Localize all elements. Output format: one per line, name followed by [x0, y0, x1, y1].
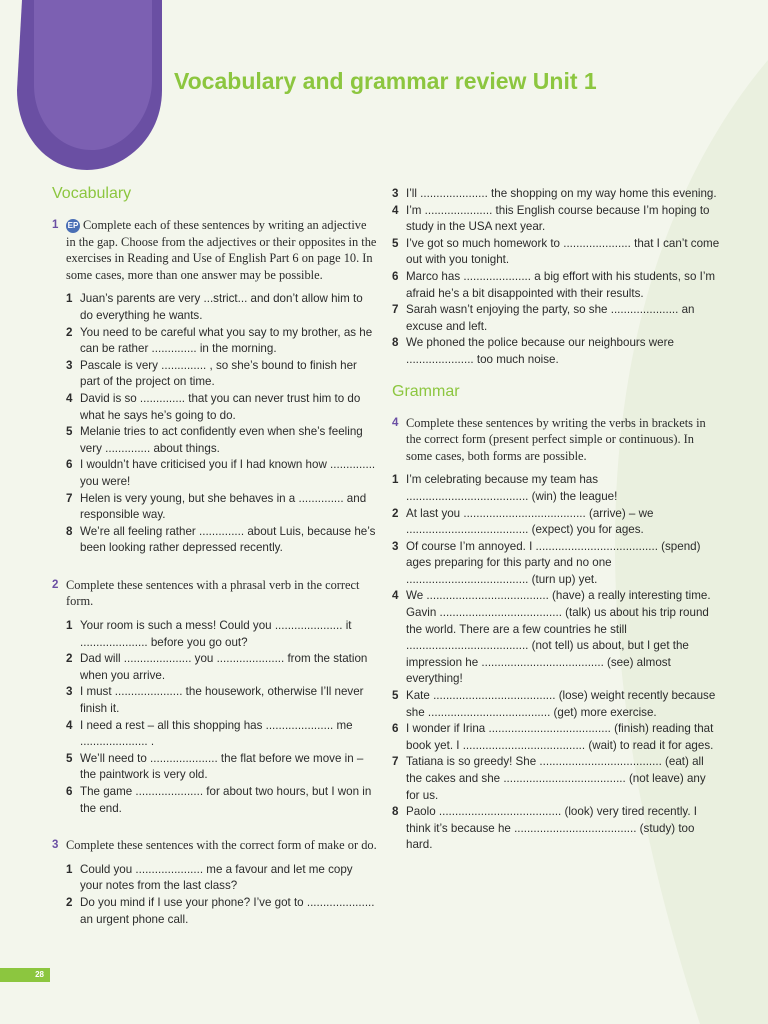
exercise-number: 1 — [52, 219, 59, 231]
item-number: 1 — [392, 473, 399, 487]
page-number: 28 — [0, 968, 50, 982]
list-item — [392, 203, 722, 236]
item-number: 6 — [392, 722, 399, 736]
item-number: 2 — [66, 895, 73, 909]
item-number: 5 — [392, 689, 399, 703]
item-number: 6 — [66, 785, 73, 798]
item-number: 3 — [66, 358, 73, 372]
item-number: 5 — [66, 751, 73, 765]
item-text: Tatiana is so greedy! She ...................................... (eat) all the cakes and she ...................................... (not leave) any for us. — [406, 755, 706, 802]
item-text: I’m celebrating because my team has ...................................... (win) the league! — [406, 473, 618, 503]
item-text: Of course I’m annoyed. I ...................................... (spend) ages preparing for this party and no one ...................................... (turn up) yet. — [406, 539, 701, 586]
item-number: 6 — [392, 269, 399, 283]
instruction-text: Complete each of these sentences by writing an adjective in the gap. Choose from the adjectives or their opposites in the exercises in Reading and Use of English Part 6 on page 10. In some cases, more than one answer may be possible. — [66, 218, 377, 282]
exercise-instruction — [52, 837, 378, 854]
list-item — [392, 804, 722, 854]
item-number: 1 — [66, 862, 73, 876]
item-text: Juan’s parents are very ...strict... and don’t allow him to do everything he wants. — [80, 292, 363, 322]
item-number: 3 — [392, 539, 399, 553]
item-text: The game ..................... for about two hours, but I won in the end. — [80, 785, 372, 815]
list-item — [52, 291, 378, 324]
list-item — [392, 302, 722, 335]
item-text: We’re all feeling rather .............. about Luis, because he’s been looking rather depressed recently. — [80, 524, 376, 555]
exercise-number: 4 — [392, 416, 399, 429]
item-number: 6 — [66, 458, 73, 472]
list-item — [392, 754, 722, 804]
list-item — [52, 784, 378, 817]
list-item — [52, 358, 378, 391]
item-text: Could you ..................... me a favour and let me copy your notes from the last class? — [80, 862, 353, 893]
item-text: I’m ..................... this English course because I’m hoping to study in the USA next year. — [406, 203, 710, 234]
item-text: Do you mind if I use your phone? I’ve got to ..................... an urgent phone call. — [80, 895, 375, 926]
item-text: We’ll need to ..................... the flat before we move in – the paintwork is very old. — [80, 751, 364, 782]
item-number: 2 — [392, 506, 399, 520]
list-item — [52, 862, 378, 895]
item-number: 4 — [392, 203, 399, 217]
exercise-number: 3 — [52, 839, 59, 852]
item-number: 3 — [392, 187, 399, 200]
list-item — [52, 751, 378, 784]
item-text: You need to be careful what you say to my brother, as he can be rather .............. in the morning. — [80, 325, 373, 356]
item-text: Marco has ..................... a big effort with his students, so I’m afraid he’s a bit disappointed with their results. — [406, 269, 716, 300]
item-text: Melanie tries to act confidently even when she’s feeling very .............. about things. — [80, 425, 363, 455]
item-number: 7 — [392, 303, 399, 317]
list-item — [392, 472, 722, 505]
list-item — [52, 895, 378, 928]
item-number: 4 — [392, 589, 399, 603]
instruction-text: Complete these sentences with the correct form of make or do. — [66, 838, 377, 853]
list-item — [52, 618, 378, 651]
item-text: At last you ...................................... (arrive) – we ...................................... (expect) you for ages. — [406, 506, 654, 537]
item-text: Sarah wasn’t enjoying the party, so she ..................... an excuse and left. — [406, 303, 695, 333]
item-text: I need a rest – all this shopping has ..................... me ..................... . — [80, 718, 353, 749]
exercise-2 — [52, 577, 378, 817]
exercise-instruction — [52, 577, 378, 610]
item-text: I wouldn’t have criticised you if I had known how .............. you were! — [80, 458, 376, 488]
right-column — [392, 186, 722, 874]
item-number: 1 — [66, 292, 73, 306]
list-item — [392, 688, 722, 721]
instruction-text: Complete these sentences by writing the verbs in brackets in the correct form (present perfect simple or continuous). In some cases, both forms are possible. — [406, 415, 706, 463]
list-item — [52, 524, 378, 557]
item-number: 8 — [66, 524, 73, 538]
exercise-1 — [52, 217, 378, 557]
exercise-instruction — [52, 217, 378, 283]
item-text: We phoned the police because our neighbours were ..................... too much noise. — [406, 336, 674, 366]
item-number: 7 — [392, 755, 399, 769]
list-item — [392, 539, 722, 589]
list-item — [392, 335, 722, 368]
list-item — [392, 588, 722, 688]
item-text: Pascale is very .............. , so she’s bound to finish her part of the project on time. — [80, 358, 357, 389]
item-text: I’ve got so much homework to ..................... that I can’t come out with you tonight. — [406, 236, 720, 267]
list-item — [392, 269, 722, 302]
item-text: I must ..................... the housework, otherwise I’ll never finish it. — [80, 685, 364, 716]
item-list — [52, 291, 378, 557]
list-item — [392, 186, 722, 203]
item-number: 2 — [66, 652, 73, 666]
list-item — [52, 424, 378, 457]
unit-badge-shape — [12, 0, 162, 170]
item-list — [392, 472, 722, 854]
item-text: I’ll ..................... the shopping on my way home this evening. — [406, 187, 717, 200]
exercise-number: 2 — [52, 578, 59, 591]
exercise-4 — [392, 415, 722, 854]
list-item — [52, 325, 378, 358]
exercise-instruction — [392, 415, 722, 465]
instruction-text: Complete these sentences with a phrasal verb in the correct form. — [66, 577, 360, 609]
exercise-3 — [52, 837, 378, 928]
exam-practice-badge: EP — [66, 219, 80, 233]
item-list-continued — [392, 186, 722, 369]
item-number: 1 — [66, 619, 73, 633]
item-text: David is so .............. that you can never trust him to do what he says he’s going to do. — [80, 391, 361, 422]
list-item — [52, 391, 378, 424]
item-number: 8 — [392, 805, 399, 819]
item-text: We ...................................... (have) a really interesting time. Gavin ...................................... (talk) us about his trip round the world. There are a few countries he still ...................................... (not tell) us about, but I get the impression he ...................................... (see) almost everything! — [406, 589, 711, 686]
item-number: 5 — [66, 425, 73, 439]
item-text: Helen is very young, but she behaves in a .............. and responsible way. — [80, 491, 367, 522]
list-item — [392, 721, 722, 754]
item-list — [52, 618, 378, 817]
item-number: 4 — [66, 718, 73, 732]
list-item — [52, 651, 378, 684]
list-item — [392, 236, 722, 269]
item-number: 3 — [66, 685, 73, 699]
item-number: 7 — [66, 491, 73, 505]
vocabulary-heading: Vocabulary — [52, 185, 132, 202]
item-text: I wonder if Irina ...................................... (finish) reading that book yet. I ...................................... (wait) to read it for ages. — [406, 722, 714, 752]
list-item — [52, 684, 378, 717]
item-number: 4 — [66, 391, 73, 405]
grammar-heading: Grammar — [392, 382, 460, 400]
item-list — [52, 862, 378, 928]
page-title: Vocabulary and grammar review Unit 1 — [174, 68, 597, 94]
list-item — [52, 457, 378, 490]
left-column — [52, 185, 378, 948]
item-text: Kate ...................................... (lose) weight recently because she ...................................... (get) more exercise. — [406, 689, 716, 719]
list-item — [52, 718, 378, 751]
item-text: Dad will ..................... you ..................... from the station when you arrive. — [80, 652, 368, 682]
list-item — [52, 491, 378, 524]
item-number: 8 — [392, 336, 399, 350]
item-text: Paolo ...................................... (look) very tired recently. I think it’s because he ...................................... (study) too hard. — [406, 805, 698, 852]
item-number: 5 — [392, 236, 399, 250]
item-number: 2 — [66, 325, 73, 339]
list-item — [392, 506, 722, 539]
item-text: Your room is such a mess! Could you ..................... it ..................... before you go out? — [80, 619, 352, 649]
